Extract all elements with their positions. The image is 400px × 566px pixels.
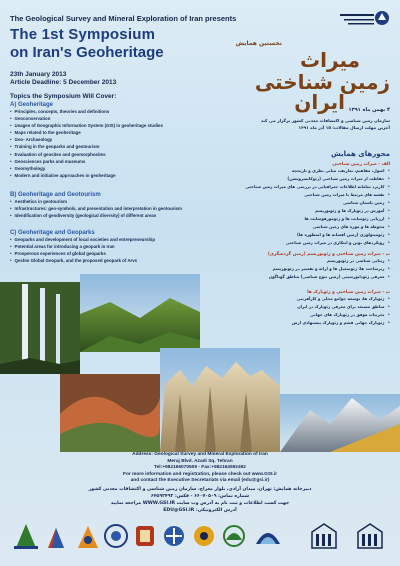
list-item: • Training in the geoparks and geotourism [10,143,200,150]
list-item: • Geosciences parks and museums [10,158,200,165]
topics-heading: Topics the Symposium Will Cover: [10,93,117,100]
farsi-subtitle: نخستین همایش [235,40,282,47]
list-item: • زیبایی شناسی در ژئوتوریسم [200,257,390,265]
phone-fax: Tel:+982166070509 - Fax:+982164592492 [154,465,246,471]
list-item: • مناطق مستعد برای معرفی ژئوپارک در ایران [200,303,390,311]
section-title: A) Geoheritage [10,102,54,108]
logo-6 [164,526,184,546]
logo-7 [194,526,214,546]
logo-1 [14,524,38,549]
presents-line: The Geological Survey and Mineral Exploration of Iran presents [10,14,237,23]
farsi-footer-line-4: آدرس الکترونیکی: EDU@GSI.IR [163,508,237,513]
logo-9 [256,533,280,544]
contact-line: and contact the Executive Secretariats via email (edu@gsi.ir) [130,478,270,484]
list-item: • معرفی ژئودایورسیتی (زمین تنوع شناسی) مناطق گوناگون [200,273,390,281]
event-date: 23th January 2013 [10,71,67,78]
farsi-section-a [200,162,390,247]
list-item: • آموزش در ژئوپارک ها و ژئوتوریسم [200,207,390,215]
farsi-deadline: آخرین مهلت ارسال مقالات: ۱۵ آذر ماه ۱۳۹۱ [298,125,390,130]
logo-11 [358,524,382,548]
list-item: • Principles, concepts, theories and definitions [10,108,200,115]
title-line-1: The 1st Symposium [10,26,156,43]
list-item: • Potential areas for introducing a geopark in Iran [10,243,200,250]
logo-2 [48,528,64,548]
list-item: • کاربرد سامانه اطلاعات جغرافیایی در بررسی های میراث زمین شناختی [200,183,390,191]
farsi-footer [0,486,400,514]
logo-3 [78,526,98,548]
farsi-date: ۴ بهمن ماه ۱۳۹۱ [348,107,390,113]
list-item: • زیرساخت ها: ژئوسمبل ها و ارائه و تفسیر در ژئوتوریسم [200,265,390,273]
list-item: • اصول، مفاهیم، تعاریف، مبانی نظری و تاریخچه [200,167,390,175]
organization-logo [338,8,390,32]
list-item: • Modern and initiative approaches in geoheritage [10,172,200,179]
list-item: • محوطه ها و موزه های زمین شناسی [200,223,390,231]
section-title: پ - میراث زمین شناختی و ژئوپارک ها [307,290,390,295]
list-item: • ارزیابی ژئوسایت ها و ژئومورفوسایت ها [200,215,390,223]
logo-8 [224,526,244,546]
section-title: B) Geoheritage and Geotourism [10,192,101,198]
more-info-line: For more information and registration, please check out www.GSI.ir [123,471,277,477]
farsi-title-line-3: ایران [294,90,345,114]
list-item: • رویکردهای نوین و ابتکاری در میراث زمین شناختی [200,239,390,247]
list-item: • Identification of geodiversity (geological diversity) of different areas [10,212,200,219]
section-title: C) Geoheritage and Geoparks [10,230,95,236]
address-line-1: Address: Geological Survey and Mineral Exploration of Iran [132,452,268,457]
list-item: • Maps related to the geoheritage [10,129,200,136]
list-item: • Geomythology [10,165,200,172]
farsi-organizer: سازمان زمین شناسی و اکتشافات معدنی کشور برگزار می کند [260,118,390,123]
logo-4 [105,525,127,547]
list-item: • ژئوپارک جهانی قشم و ژئوپارک پیشنهادی ارس [200,319,390,327]
sponsor-logos [12,518,388,552]
list-item: • حفاظت از میراث زمین شناختی (زئوکانسرویشن) [200,175,390,183]
farsi-footer-line-1: دبیرخانه همایش: تهران، میدان آزادی، بلوار معراج، سازمان زمین شناسی و اکتشافات معدنی کشور [88,487,312,492]
farsi-title-line-1: میراث [300,48,360,72]
address-block [0,452,400,485]
section-title: الف - میراث زمین شناختی [332,162,390,167]
landscape-photo-collage [0,274,400,452]
article-deadline: Article Deadline: 5 December 2013 [10,79,117,86]
topics-section-a [10,102,200,179]
list-item: • Geoparks and development of local societies and entrepreneurship [10,236,200,243]
list-item: • Geoconservation [10,115,200,122]
list-item: • تجربیات موفق در ژئوپارک های جهانی [200,311,390,319]
list-item: • ژئوپارک ها، توسعه جوامع محلی و کارآفرینی [200,295,390,303]
farsi-footer-line-3: جهت کسب اطلاعات و ثبت نام به آدرس وب سایت WWW.GSI.IR مراجعه نمایید [110,501,290,506]
logo-10 [312,524,336,548]
title-line-2: on Iran's Geoheritage [10,44,164,61]
list-item: • Evaluation of geosites and geomorphosites [10,151,200,158]
list-item: • ژئومیتولوژی (زمین افسانه ها و اسطوره ها) [200,231,390,239]
topics-section-c [10,230,200,264]
section-title: ب - میراث زمین شناختی و ژئوتوریسم (زمین گردشگری) [267,252,390,257]
list-item: • Qeshm Global Geopark, and the proposed geopark of Arvs [10,257,200,264]
farsi-axes-heading: محورهای همایش [331,150,390,158]
list-item: • Usages of Geographic Information System (GIS) in geoheritage studies [10,122,200,129]
list-item: • زمین باستان شناسی [200,199,390,207]
list-item: • Geo- Archaeology [10,136,200,143]
farsi-title-line-2: زمین شناختی [254,70,390,94]
farsi-footer-line-2: شماره تماس: ۶۶۰۷۰۵۰۹ - فکس: ۶۴۵۹۲۴۹۲ [150,494,250,499]
list-item: • نقشه های مرتبط با میراث زمین شناختی [200,191,390,199]
list-item: • Prosperous experiences of global geoparks [10,250,200,257]
list-item: • Infrastructures: geo-symbols, and presentation and interpretation in geotourism [10,205,200,212]
logo-5 [136,526,154,546]
address-line-2: Meraj Blvd. Azadi Sq. Tehran [167,458,233,464]
list-item: • Aesthetics in geotourism [10,198,200,205]
topics-section-b [10,192,200,219]
